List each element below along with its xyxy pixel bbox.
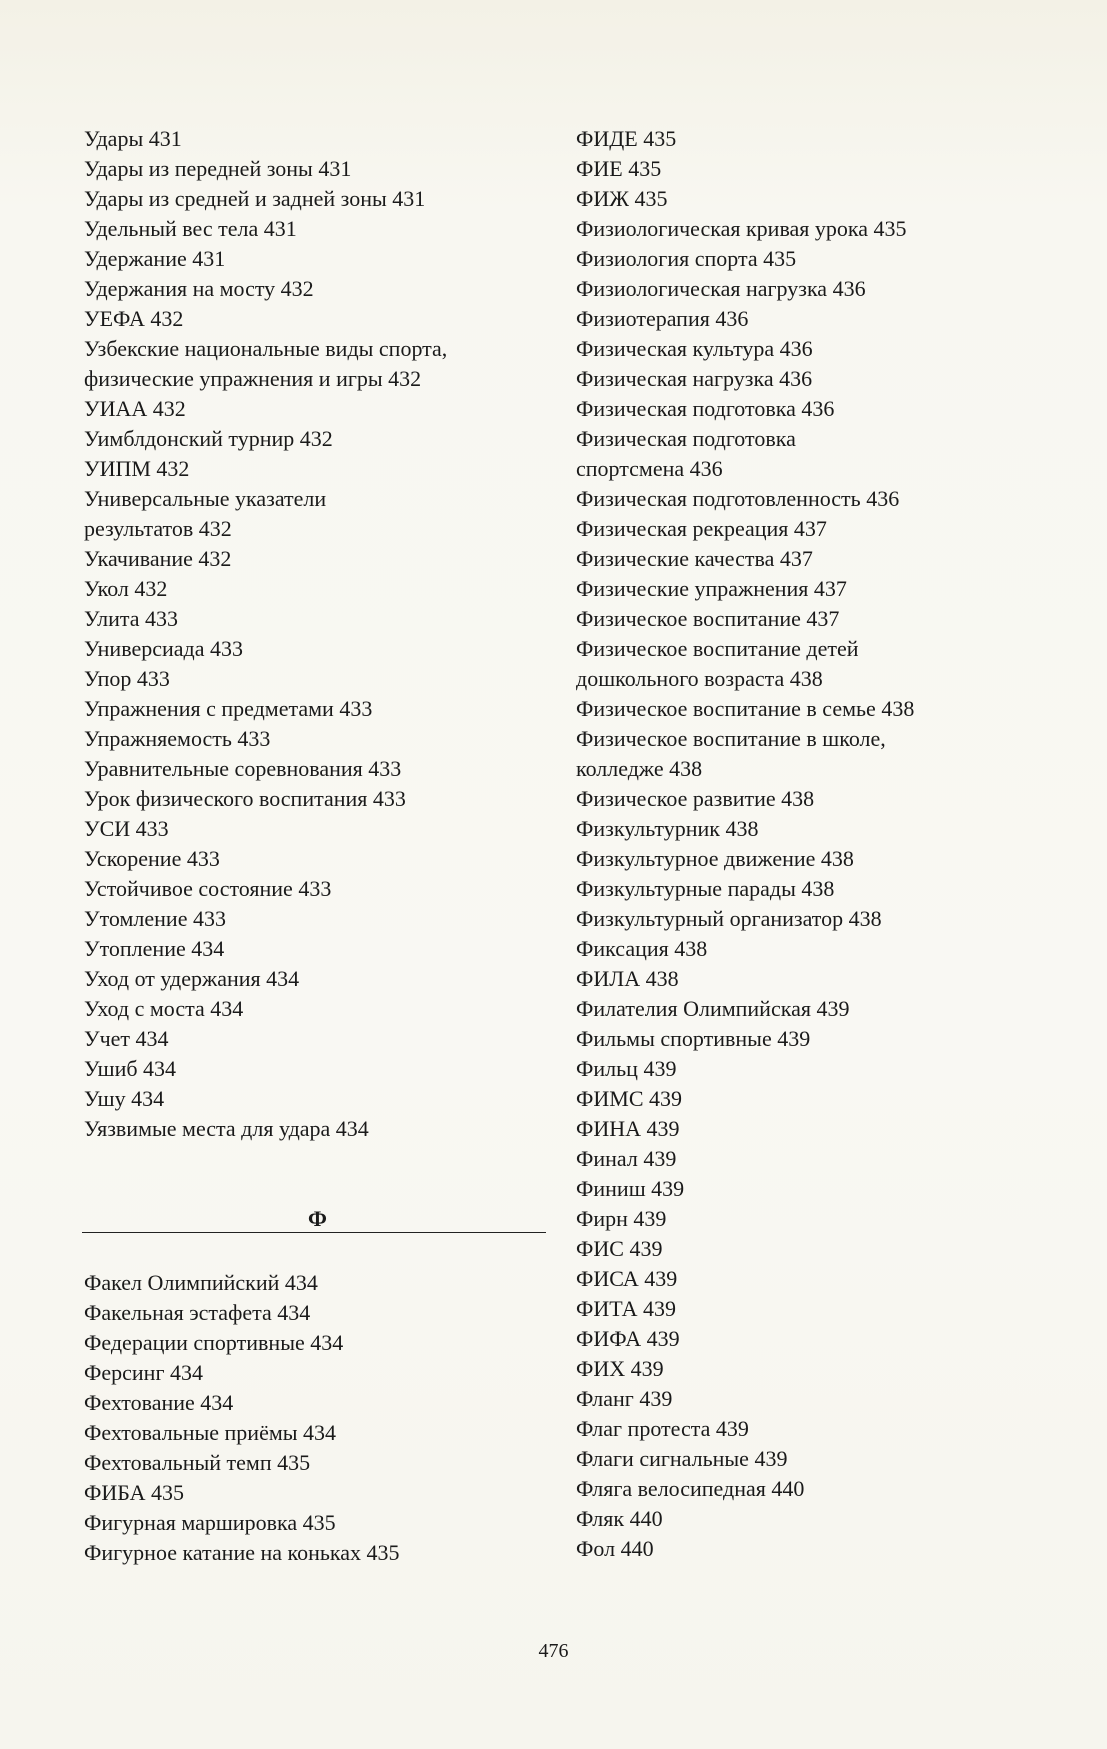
section-letter: Ф bbox=[308, 1206, 327, 1231]
index-entry: Фильц 439 bbox=[576, 1056, 677, 1081]
index-entry: Удержание 431 bbox=[84, 246, 226, 271]
index-entry: Удары из передней зоны 431 bbox=[84, 156, 352, 181]
index-entry: Ушу 434 bbox=[84, 1086, 165, 1111]
index-entry: УСИ 433 bbox=[84, 816, 169, 841]
index-entry: Упражняемость 433 bbox=[84, 726, 271, 751]
index-entry: Физкультурный организатор 438 bbox=[576, 906, 882, 931]
index-entry: Ферсинг 434 bbox=[84, 1360, 203, 1385]
left-column bbox=[84, 124, 554, 1568]
index-entry: Физическая нагрузка 436 bbox=[576, 366, 813, 391]
index-entry: Физическая культура 436 bbox=[576, 336, 813, 361]
index-entry: Физическая подготовленность 436 bbox=[576, 486, 900, 511]
index-entry: Удельный вес тела 431 bbox=[84, 216, 297, 241]
index-entry: ФИНА 439 bbox=[576, 1116, 680, 1141]
index-entry: Укачивание 432 bbox=[84, 546, 232, 571]
index-entry: Утомление 433 bbox=[84, 906, 226, 931]
index-entry: УИАА 432 bbox=[84, 396, 186, 421]
index-entry: Уход от удержания 434 bbox=[84, 966, 300, 991]
index-entry: УЕФА 432 bbox=[84, 306, 184, 331]
index-entry: ФИМС 439 bbox=[576, 1086, 683, 1111]
index-entry: Упор 433 bbox=[84, 666, 170, 691]
index-entry: Уимблдонский турнир 432 bbox=[84, 426, 333, 451]
index-entry: Физические упражнения 437 bbox=[576, 576, 847, 601]
left-entries-top bbox=[84, 124, 554, 1144]
index-entry: Флаг протеста 439 bbox=[576, 1416, 749, 1441]
index-entry: Ушиб 434 bbox=[84, 1056, 177, 1081]
index-entry: Фехтовальный темп 435 bbox=[84, 1450, 311, 1475]
index-entry: Фляк 440 bbox=[576, 1506, 663, 1531]
index-entry: Факельная эстафета 434 bbox=[84, 1300, 311, 1325]
index-entry: Фол 440 bbox=[576, 1536, 654, 1561]
index-entry: Урок физического воспитания 433 bbox=[84, 786, 406, 811]
index-entry: Федерации спортивные 434 bbox=[84, 1330, 344, 1355]
index-entry: Ускорение 433 bbox=[84, 846, 220, 871]
index-entry: Уязвимые места для удара 434 bbox=[84, 1116, 369, 1141]
index-entry: ФИЛА 438 bbox=[576, 966, 679, 991]
index-entry: Флаги сигнальные 439 bbox=[576, 1446, 788, 1471]
index-entry: Факел Олимпийский 434 bbox=[84, 1270, 318, 1295]
index-entry: колледже 438 bbox=[576, 756, 703, 781]
index-entry: Физиологическая кривая урока 435 bbox=[576, 216, 907, 241]
left-entries-bottom bbox=[84, 1268, 554, 1568]
right-column bbox=[576, 124, 1046, 1564]
index-entry: ФИЖ 435 bbox=[576, 186, 668, 211]
index-entry: Утопление 434 bbox=[84, 936, 225, 961]
index-entry: Удары из средней и задней зоны 431 bbox=[84, 186, 426, 211]
index-entry: ФИДЕ 435 bbox=[576, 126, 677, 151]
index-entry: Фехтование 434 bbox=[84, 1390, 234, 1415]
index-entry: Физиология спорта 435 bbox=[576, 246, 797, 271]
page-number: 476 bbox=[538, 1640, 569, 1662]
index-entry: Уход с моста 434 bbox=[84, 996, 244, 1021]
index-entry: ФИЕ 435 bbox=[576, 156, 662, 181]
index-entry: ФИС 439 bbox=[576, 1236, 663, 1261]
index-entry: результатов 432 bbox=[84, 516, 232, 541]
index-entry: Физическая подготовка 436 bbox=[576, 396, 835, 421]
index-entry: Филателия Олимпийская 439 bbox=[576, 996, 850, 1021]
index-entry: ФИСА 439 bbox=[576, 1266, 678, 1291]
index-entry: Физическая подготовка bbox=[576, 426, 796, 451]
index-entry: Физкультурное движение 438 bbox=[576, 846, 854, 871]
index-entry: Физиологическая нагрузка 436 bbox=[576, 276, 866, 301]
index-entry: Физическое развитие 438 bbox=[576, 786, 815, 811]
index-entry: Физическое воспитание в семье 438 bbox=[576, 696, 915, 721]
index-entry: Упражнения с предметами 433 bbox=[84, 696, 373, 721]
index-entry: Фляга велосипедная 440 bbox=[576, 1476, 805, 1501]
index-entry: физические упражнения и игры 432 bbox=[84, 366, 422, 391]
index-entry: Физическое воспитание в школе, bbox=[576, 726, 886, 751]
index-entry: Узбекские национальные виды спорта, bbox=[84, 336, 448, 361]
index-entry: Универсиада 433 bbox=[84, 636, 243, 661]
index-entry: Фирн 439 bbox=[576, 1206, 667, 1231]
index-entry: Финал 439 bbox=[576, 1146, 677, 1171]
index-entry: спортсмена 436 bbox=[576, 456, 723, 481]
index-entry: Физиотерапия 436 bbox=[576, 306, 749, 331]
index-entry: Фильмы спортивные 439 bbox=[576, 1026, 811, 1051]
index-entry: Физкультурные парады 438 bbox=[576, 876, 835, 901]
index-entry: ФИХ 439 bbox=[576, 1356, 664, 1381]
index-entry: Универсальные указатели bbox=[84, 486, 327, 511]
index-entry: Физическое воспитание детей bbox=[576, 636, 859, 661]
index-entry: Фигурное катание на коньках 435 bbox=[84, 1540, 400, 1565]
index-entry: ФИБА 435 bbox=[84, 1480, 184, 1505]
index-entry: Физическая рекреация 437 bbox=[576, 516, 827, 541]
index-entry: Укол 432 bbox=[84, 576, 168, 601]
index-entry: ФИФА 439 bbox=[576, 1326, 680, 1351]
section-header bbox=[82, 1202, 546, 1242]
index-entry: дошкольного возраста 438 bbox=[576, 666, 823, 691]
index-entry: Физическое воспитание 437 bbox=[576, 606, 840, 631]
index-entry: Финиш 439 bbox=[576, 1176, 685, 1201]
index-entry: ФИТА 439 bbox=[576, 1296, 676, 1321]
index-entry: Уравнительные соревнования 433 bbox=[84, 756, 402, 781]
section-gap bbox=[84, 1144, 554, 1202]
index-entry: Фигурная маршировка 435 bbox=[84, 1510, 336, 1535]
index-entry: Улита 433 bbox=[84, 606, 178, 631]
index-entry: Физические качества 437 bbox=[576, 546, 813, 571]
right-entries bbox=[576, 124, 1046, 1564]
index-entry: Фланг 439 bbox=[576, 1386, 673, 1411]
index-entry: Учет 434 bbox=[84, 1026, 169, 1051]
index-entry: УИПМ 432 bbox=[84, 456, 190, 481]
index-entry: Фиксация 438 bbox=[576, 936, 708, 961]
index-entry: Физкультурник 438 bbox=[576, 816, 759, 841]
index-entry: Удары 431 bbox=[84, 126, 182, 151]
index-entry: Удержания на мосту 432 bbox=[84, 276, 314, 301]
index-entry: Фехтовальные приёмы 434 bbox=[84, 1420, 337, 1445]
index-entry: Устойчивое состояние 433 bbox=[84, 876, 332, 901]
